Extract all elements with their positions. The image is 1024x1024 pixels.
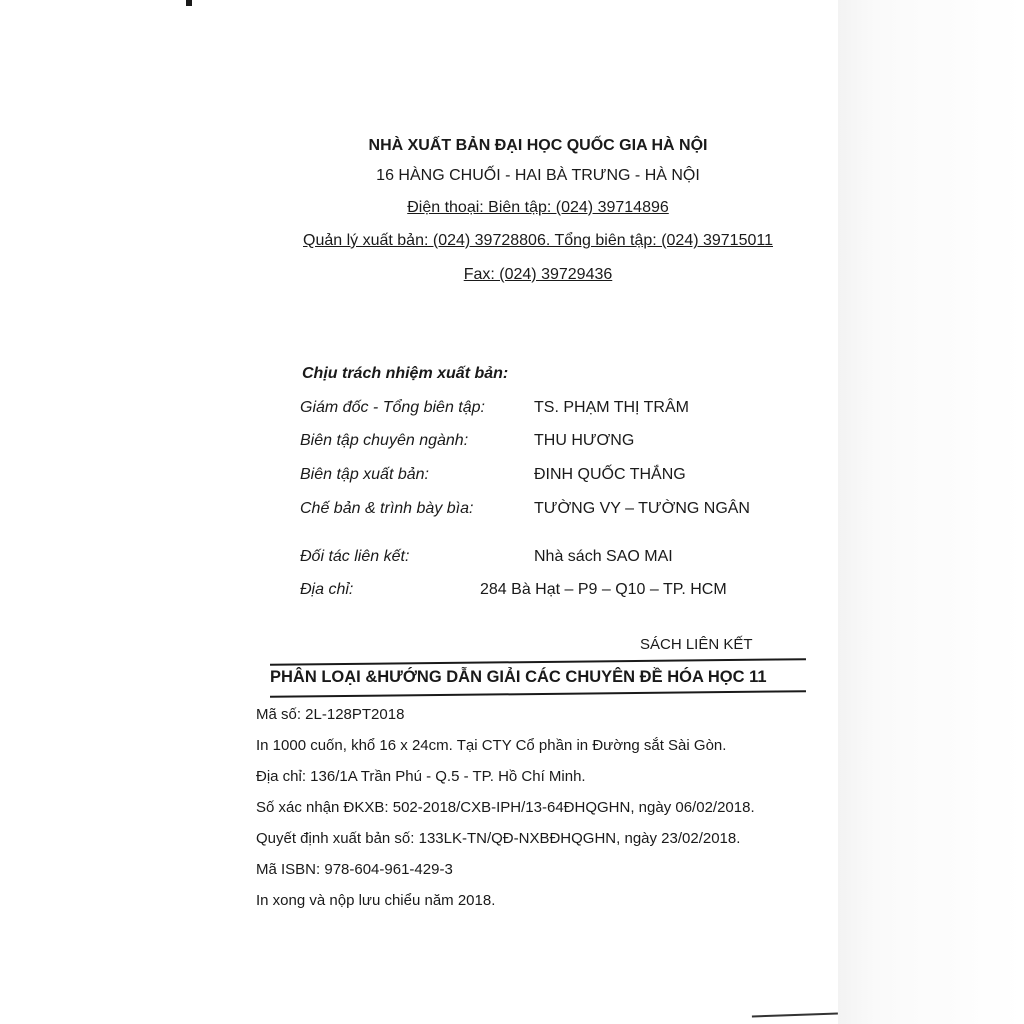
print-info-line: Mã số: 2L-128PT2018: [256, 706, 405, 723]
responsibility-title: Chịu trách nhiệm xuất bản:: [302, 365, 509, 382]
responsibility-name: TƯỜNG VY – TƯỜNG NGÂN: [534, 500, 750, 517]
responsibility-row: [300, 432, 820, 456]
responsibility-name: ĐINH QUỐC THẮNG: [534, 466, 686, 483]
responsibility-role: Chế bản & trình bày bìa:: [300, 500, 474, 517]
publisher-phone-editor: Điện thoại: Biên tập: (024) 39714896: [407, 199, 669, 216]
print-info-line: In 1000 cuốn, khổ 16 x 24cm. Tại CTY Cổ phần in Đường sắt Sài Gòn.: [256, 737, 727, 754]
responsibility-role: Giám đốc - Tổng biên tập:: [300, 399, 485, 416]
responsibility-row: [300, 466, 820, 490]
responsibility-row: [300, 399, 820, 423]
linked-book-label: SÁCH LIÊN KẾT: [640, 636, 753, 653]
responsibility-role: Đối tác liên kết:: [300, 548, 410, 565]
print-info-line: In xong và nộp lưu chiểu năm 2018.: [256, 892, 496, 909]
responsibility-name: THU HƯƠNG: [534, 432, 635, 449]
corner-mark: [186, 0, 192, 6]
book-title: PHÂN LOẠI &HƯỚNG DẪN GIẢI CÁC CHUYÊN ĐỀ HÓA HỌC 11: [270, 668, 767, 686]
bottom-edge-mark: [752, 1013, 838, 1024]
responsibility-row: [300, 581, 820, 605]
responsibility-name: Nhà sách SAO MAI: [534, 548, 673, 565]
responsibility-name: 284 Bà Hạt – P9 – Q10 – TP. HCM: [480, 581, 727, 598]
publisher-name: NHÀ XUẤT BẢN ĐẠI HỌC QUỐC GIA HÀ NỘI: [368, 137, 708, 154]
responsibility-role: Biên tập xuất bản:: [300, 466, 429, 483]
print-info-line: Số xác nhận ĐKXB: 502-2018/CXB-IPH/13-64ĐHQGHN, ngày 06/02/2018.: [256, 799, 755, 816]
title-rule-bottom: [270, 690, 806, 698]
responsibility-row: [300, 548, 820, 572]
responsibility-role: Địa chỉ:: [300, 581, 354, 598]
print-info-line: Mã ISBN: 978-604-961-429-3: [256, 861, 453, 878]
responsibility-row: [300, 500, 820, 524]
publisher-fax: Fax: (024) 39729436: [463, 266, 613, 283]
print-info-line: Quyết định xuất bản số: 133LK-TN/QĐ-NXBĐHQGHN, ngày 23/02/2018.: [256, 830, 741, 847]
publisher-address: 16 HÀNG CHUỐI - HAI BÀ TRƯNG - HÀ NỘI: [376, 167, 700, 184]
responsibility-role: Biên tập chuyên ngành:: [300, 432, 469, 449]
responsibility-name: TS. PHẠM THỊ TRÂM: [534, 399, 689, 416]
publisher-phone-management: Quản lý xuất bản: (024) 39728806. Tổng biên tập: (024) 39715011: [303, 232, 773, 249]
title-rule-top: [270, 658, 806, 666]
print-info-line: Địa chỉ: 136/1A Trần Phú - Q.5 - TP. Hồ Chí Minh.: [256, 768, 586, 785]
